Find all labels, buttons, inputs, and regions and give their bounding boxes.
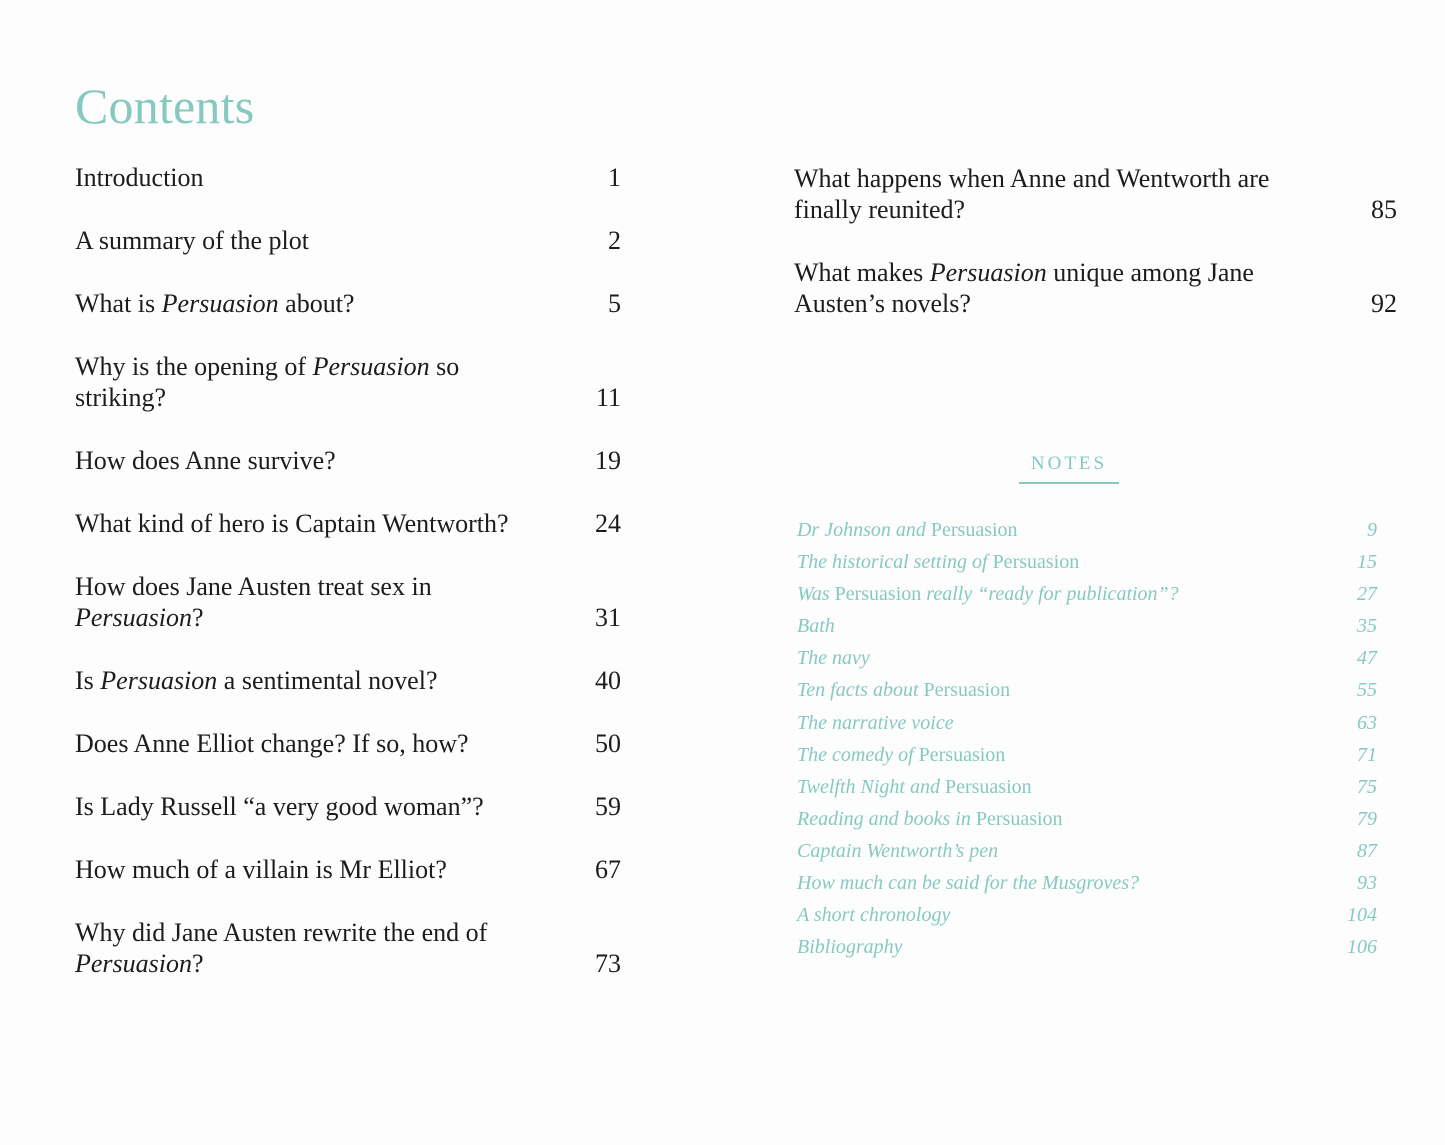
entry-title — [75, 162, 621, 193]
note-title — [797, 744, 1005, 766]
entry-title-text: What is — [75, 289, 162, 318]
note-entry[interactable] — [797, 771, 1377, 803]
contents-entry[interactable] — [75, 508, 621, 539]
entry-title-text: What makes — [794, 258, 930, 287]
note-page-number: 15 — [1357, 551, 1377, 574]
note-title-text: The comedy of — [797, 743, 919, 766]
page-number: 1 — [608, 163, 621, 192]
contents-entry[interactable] — [75, 791, 621, 822]
contents-entry[interactable] — [75, 445, 621, 476]
entry-title — [75, 571, 621, 633]
note-page-number: 104 — [1347, 904, 1377, 927]
entry-title — [75, 665, 621, 696]
entry-title — [794, 163, 1397, 225]
notes-list — [797, 514, 1377, 963]
note-page-number: 55 — [1357, 679, 1377, 702]
entry-title-text: about? — [278, 289, 355, 318]
entry-title-text: Is — [75, 666, 101, 695]
note-title-text: The navy — [797, 647, 870, 670]
page-number: 40 — [595, 666, 621, 695]
entry-title-text: Is Lady Russell “a very good woman”? — [75, 792, 484, 821]
entry-title — [75, 508, 621, 539]
note-page-number: 71 — [1357, 743, 1377, 766]
note-entry[interactable] — [797, 578, 1377, 610]
contents-entry[interactable] — [75, 288, 621, 319]
note-title — [797, 551, 1079, 573]
entry-title — [794, 257, 1397, 319]
entry-title — [75, 791, 621, 822]
page-number: 11 — [595, 383, 621, 412]
contents-entry[interactable] — [75, 571, 621, 633]
page-number: 2 — [608, 226, 621, 255]
entry-title-text: ? — [192, 949, 204, 978]
note-title-text: Reading and books in — [797, 807, 976, 830]
note-entry[interactable] — [797, 739, 1377, 771]
note-title-roman: Persuasion — [992, 551, 1080, 574]
note-entry[interactable] — [797, 931, 1377, 963]
note-page-number: 93 — [1357, 872, 1377, 895]
contents-list-left — [75, 162, 621, 979]
entry-title — [75, 854, 621, 885]
note-page-number: 63 — [1357, 711, 1377, 734]
note-title-text: A short chronology — [797, 904, 951, 927]
note-title — [797, 872, 1139, 894]
entry-title-text: Introduction — [75, 163, 204, 192]
note-page-number: 47 — [1357, 647, 1377, 670]
contents-entry[interactable] — [794, 163, 1397, 225]
note-title — [797, 776, 1032, 798]
note-entry[interactable] — [797, 674, 1377, 706]
note-page-number: 75 — [1357, 775, 1377, 798]
note-title-text: How much can be said for the Musgroves? — [797, 872, 1139, 895]
page-number: 59 — [595, 792, 621, 821]
entry-title-italic: Persuasion — [312, 352, 430, 381]
note-entry[interactable] — [797, 642, 1377, 674]
contents-entry[interactable] — [75, 162, 621, 193]
contents-entry[interactable] — [794, 257, 1397, 319]
note-title-text: really “ready for publication”? — [921, 583, 1179, 606]
notes-heading: NOTES — [1019, 452, 1119, 484]
entry-title — [75, 728, 621, 759]
page-number: 50 — [595, 729, 621, 758]
entry-title — [75, 351, 621, 413]
entry-title-text: unique among Jane Austen’s novels? — [794, 258, 1254, 318]
entry-title-italic: Persuasion — [929, 258, 1047, 287]
note-title — [797, 679, 1010, 701]
note-page-number: 106 — [1347, 936, 1377, 959]
contents-entry[interactable] — [75, 917, 621, 979]
entry-title-text: so striking? — [75, 352, 460, 412]
note-title-roman: Persuasion — [930, 519, 1018, 541]
note-title-text: Captain Wentworth’s pen — [797, 839, 999, 862]
contents-entry[interactable] — [75, 351, 621, 413]
note-title-text: Was — [797, 583, 835, 606]
contents-list-right — [794, 163, 1397, 319]
contents-entry[interactable] — [75, 728, 621, 759]
note-title — [797, 936, 903, 958]
contents-entry[interactable] — [75, 854, 621, 885]
note-title-text: Twelfth Night and — [797, 775, 945, 798]
note-entry[interactable] — [797, 803, 1377, 835]
contents-entry[interactable] — [75, 225, 621, 256]
entry-title-text: What kind of hero is Captain Wentworth? — [75, 509, 509, 538]
entry-title-italic: Persuasion — [75, 603, 192, 632]
entry-title-text: Why did Jane Austen rewrite the end of — [75, 918, 488, 947]
entry-title-text: ? — [192, 603, 204, 632]
note-entry[interactable] — [797, 707, 1377, 739]
entry-title-italic: Persuasion — [161, 289, 279, 318]
entry-title-text: a sentimental novel? — [217, 666, 438, 695]
note-page-number: 79 — [1357, 807, 1377, 830]
entry-title-text: Why is the opening of — [75, 352, 313, 381]
note-title-roman: Persuasion — [944, 775, 1032, 798]
entry-title — [75, 917, 621, 979]
note-title — [797, 519, 1018, 541]
page-number: 31 — [595, 603, 621, 632]
page-title: Contents — [75, 78, 255, 134]
entry-title — [75, 445, 621, 476]
note-title — [797, 583, 1179, 605]
note-entry[interactable] — [797, 867, 1377, 899]
entry-title-italic: Persuasion — [75, 949, 192, 978]
note-title-text: Bath — [797, 615, 835, 638]
page-number: 24 — [595, 509, 621, 538]
page-number: 5 — [608, 289, 621, 318]
note-page-number: 27 — [1357, 583, 1377, 606]
note-title — [797, 712, 954, 734]
note-title-text: Bibliography — [797, 936, 903, 959]
note-page-number: 35 — [1357, 615, 1377, 638]
note-page-number: 9 — [1367, 519, 1377, 541]
note-entry[interactable] — [797, 514, 1377, 546]
note-entry[interactable] — [797, 899, 1377, 931]
page-number: 85 — [1371, 195, 1397, 224]
contents-entry[interactable] — [75, 665, 621, 696]
note-title — [797, 647, 870, 669]
note-title-text: The narrative voice — [797, 711, 954, 734]
page-number: 73 — [595, 949, 621, 978]
note-title — [797, 904, 950, 926]
note-title — [797, 615, 835, 637]
entry-title-text: A summary of the plot — [75, 226, 309, 255]
note-entry[interactable] — [797, 610, 1377, 642]
note-title-roman: Persuasion — [834, 583, 922, 606]
entry-title-italic: Persuasion — [100, 666, 218, 695]
entry-title — [75, 288, 621, 319]
note-title-text: The historical setting of — [797, 551, 993, 574]
page-number: 67 — [595, 855, 621, 884]
note-title-roman: Persuasion — [923, 679, 1011, 702]
entry-title-text: How much of a villain is Mr Elliot? — [75, 855, 447, 884]
note-entry[interactable] — [797, 546, 1377, 578]
note-title-text: Dr Johnson and — [797, 519, 931, 541]
entry-title-text: How does Anne survive? — [75, 446, 336, 475]
note-title — [797, 840, 998, 862]
entry-title-text: How does Jane Austen treat sex in — [75, 572, 432, 601]
entry-title — [75, 225, 621, 256]
note-page-number: 87 — [1357, 839, 1377, 862]
entry-title-text: What happens when Anne and Wentworth are finally reunited? — [794, 164, 1270, 224]
page-number: 92 — [1371, 289, 1397, 318]
note-title-roman: Persuasion — [975, 807, 1063, 830]
note-entry[interactable] — [797, 835, 1377, 867]
note-title-roman: Persuasion — [918, 743, 1006, 766]
note-title — [797, 808, 1063, 830]
page-number: 19 — [595, 446, 621, 475]
entry-title-text: Does Anne Elliot change? If so, how? — [75, 729, 469, 758]
note-title-text: Ten facts about — [797, 679, 924, 702]
